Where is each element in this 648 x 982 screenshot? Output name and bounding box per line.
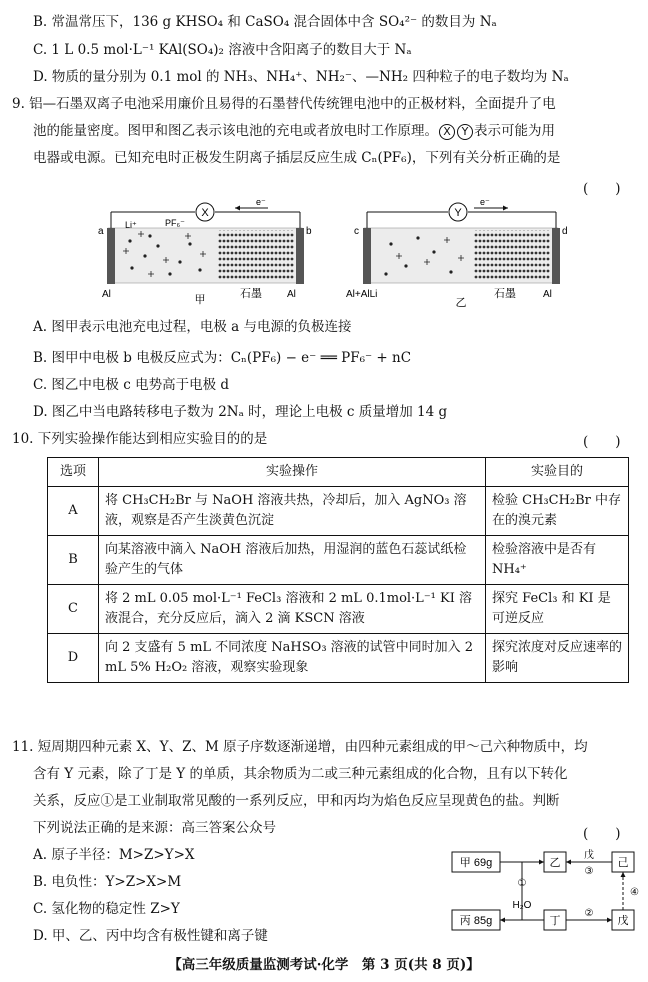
node-jia: 甲 69g — [459, 857, 493, 869]
q11-stem-line1: 11. 短周期四种元素 X、Y、Z、M 原子序数逐渐递增，由四种元素组成的甲～己六种物质中，均 — [12, 739, 588, 755]
experiment-table — [47, 457, 629, 683]
row-option: A — [48, 487, 99, 536]
li-ion-label: Li⁺ — [125, 220, 137, 230]
row-goal: 探究 FeCl₃ 和 KI 是可逆反应 — [486, 585, 629, 634]
q8-option-b: B. 常温常压下，136 g KHSO₄ 和 CaSO₄ 混合固体中含 SO₄²⁻ 的数目为 Nₐ — [33, 14, 497, 30]
q8-option-c: C. 1 L 0.5 mol·L⁻¹ KAl(SO₄)₂ 溶液中含阳离子的数目大于 Nₐ — [33, 42, 412, 58]
q9-option-a: A. 图甲表示电池充电过程，电极 a 与电源的负极连接 — [33, 319, 352, 335]
row-option: C — [48, 585, 99, 634]
node-ding: 丁 — [549, 915, 561, 927]
row-goal: 探究浓度对反应速率的影响 — [486, 634, 629, 683]
figure-yi-caption: 乙 — [455, 297, 467, 309]
row-operation: 将 CH₃CH₂Br 与 NaOH 溶液共热，冷却后，加入 AgNO₃ 溶液，观察是否产生淡黄色沉淀 — [99, 487, 486, 536]
q11-option-a: A. 原子半径：M>Z>Y>X — [33, 847, 195, 863]
al-right-jia-label: Al — [287, 289, 296, 300]
conversion-diagram — [448, 846, 638, 938]
electrode-b-label: b — [306, 226, 312, 237]
x-circle-symbol: X — [439, 124, 455, 140]
page-footer: 【高三年级质量监测考试·化学 第 3 页(共 8 页)】 — [168, 957, 480, 973]
q11-stem-line2: 含有 Y 元素，除了丁是 Y 的单质，其余物质为二或三种元素组成的化合物，且有以下转化 — [33, 766, 568, 782]
h2o-label: H₂O — [512, 900, 532, 911]
battery-figures — [90, 196, 580, 308]
q11-stem-line3: 关系，反应①是工业制取常见酸的一系列反应，甲和丙均为焰色反应呈现黄色的盐。判断 — [33, 793, 560, 809]
figure-jia-caption: 甲 — [194, 294, 206, 306]
node-ji: 己 — [617, 857, 629, 869]
q9-answer-paren: ( ) — [583, 181, 621, 197]
row-goal: 检验 CH₃CH₂Br 中存在的溴元素 — [486, 487, 629, 536]
reaction-4-label: ④ — [630, 887, 639, 898]
node-bing: 丙 85g — [459, 915, 493, 927]
header-operation: 实验操作 — [99, 458, 486, 487]
q11-answer-paren: ( ) — [583, 826, 621, 842]
figure-jia — [98, 197, 312, 306]
electron-label-yi: e⁻ — [480, 197, 490, 207]
meter-y-label: Y — [454, 207, 462, 219]
electrode-c-label: c — [354, 226, 359, 237]
node-yi: 乙 — [549, 857, 561, 869]
table-row — [48, 536, 629, 585]
q9-option-c: C. 图乙中电极 c 电势高于电极 d — [33, 377, 230, 393]
y-circle-symbol: Y — [457, 124, 473, 140]
pf6-ion-label: PF₆⁻ — [165, 218, 185, 228]
al-right-yi-label: Al — [543, 289, 552, 300]
q9-stem-line2-a: 池的能量密度。图甲和图乙表示该电池的充电或者放电时工作原理。 — [33, 123, 438, 139]
table-row — [48, 585, 629, 634]
q9-stem-line1: 9. 铝—石墨双离子电池采用廉价且易得的石墨替代传统锂电池中的正极材料，全面提升了电 — [12, 96, 556, 112]
row-operation: 向 2 支盛有 5 mL 不同浓度 NaHSO₃ 溶液的试管中同时加入 2 mL 5% H₂O₂ 溶液，观察实验现象 — [99, 634, 486, 683]
row-operation: 将 2 mL 0.05 mol·L⁻¹ FeCl₃ 溶液和 2 mL 0.1mol·L⁻¹ KI 溶液混合，充分反应后，滴入 2 滴 KSCN 溶液 — [99, 585, 486, 634]
graphite-jia-label: 石墨 — [240, 288, 262, 300]
reaction-1-label: ① — [517, 878, 527, 889]
al-left-jia-label: Al — [102, 289, 111, 300]
electrode-a-label: a — [98, 226, 104, 237]
header-goal: 实验目的 — [486, 458, 629, 487]
row-option: D — [48, 634, 99, 683]
q9-option-d: D. 图乙中当电路转移电子数为 2Nₐ 时，理论上电极 c 质量增加 14 g — [33, 404, 448, 420]
table-header-row — [48, 458, 629, 487]
q10-stem: 10. 下列实验操作能达到相应实验目的的是 — [12, 431, 268, 447]
al-alli-label: Al+AlLi — [346, 289, 378, 300]
reaction-3-label: ③ — [584, 866, 594, 877]
reaction-2-label: ② — [584, 908, 594, 919]
electron-label-jia: e⁻ — [256, 197, 266, 207]
header-option: 选项 — [48, 458, 99, 487]
q11-option-d: D. 甲、乙、丙中均含有极性键和离子键 — [33, 928, 268, 944]
figure-yi — [346, 197, 568, 309]
q9-stem-line2-b: 表示可能为用 — [474, 123, 555, 139]
q11-option-c: C. 氢化物的稳定性 Z>Y — [33, 901, 180, 917]
q9-option-b: B. 图甲中电极 b 电极反应式为：Cₙ(PF₆) − e⁻ ══ PF₆⁻ + nC — [33, 350, 412, 366]
q9-stem-line2 — [33, 122, 555, 140]
q10-answer-paren: ( ) — [583, 434, 621, 450]
electrode-d-label: d — [562, 226, 568, 237]
arrow-label-wu: 戊 — [584, 850, 594, 861]
row-option: B — [48, 536, 99, 585]
graphite-yi-label: 石墨 — [494, 288, 516, 300]
q8-option-d: D. 物质的量分别为 0.1 mol 的 NH₃、NH₄⁺、NH₂⁻、—NH₂ 四种粒子的电子数均为 Nₐ — [33, 69, 569, 85]
table-row — [48, 634, 629, 683]
table-row — [48, 487, 629, 536]
q11-option-b: B. 电负性：Y>Z>X>M — [33, 874, 182, 890]
node-wu: 戊 — [617, 915, 629, 927]
meter-x-label: X — [201, 207, 209, 219]
q11-stem-line4: 下列说法正确的是来源：高三答案公众号 — [33, 820, 276, 836]
row-operation: 向某溶液中滴入 NaOH 溶液后加热，用湿润的蓝色石蕊试纸检验产生的气体 — [99, 536, 486, 585]
row-goal: 检验溶液中是否有 NH₄⁺ — [486, 536, 629, 585]
q9-stem-line3: 电器或电源。已知充电时正极发生阴离子插层反应生成 Cₙ(PF₆)，下列有关分析正确的是 — [33, 150, 561, 166]
